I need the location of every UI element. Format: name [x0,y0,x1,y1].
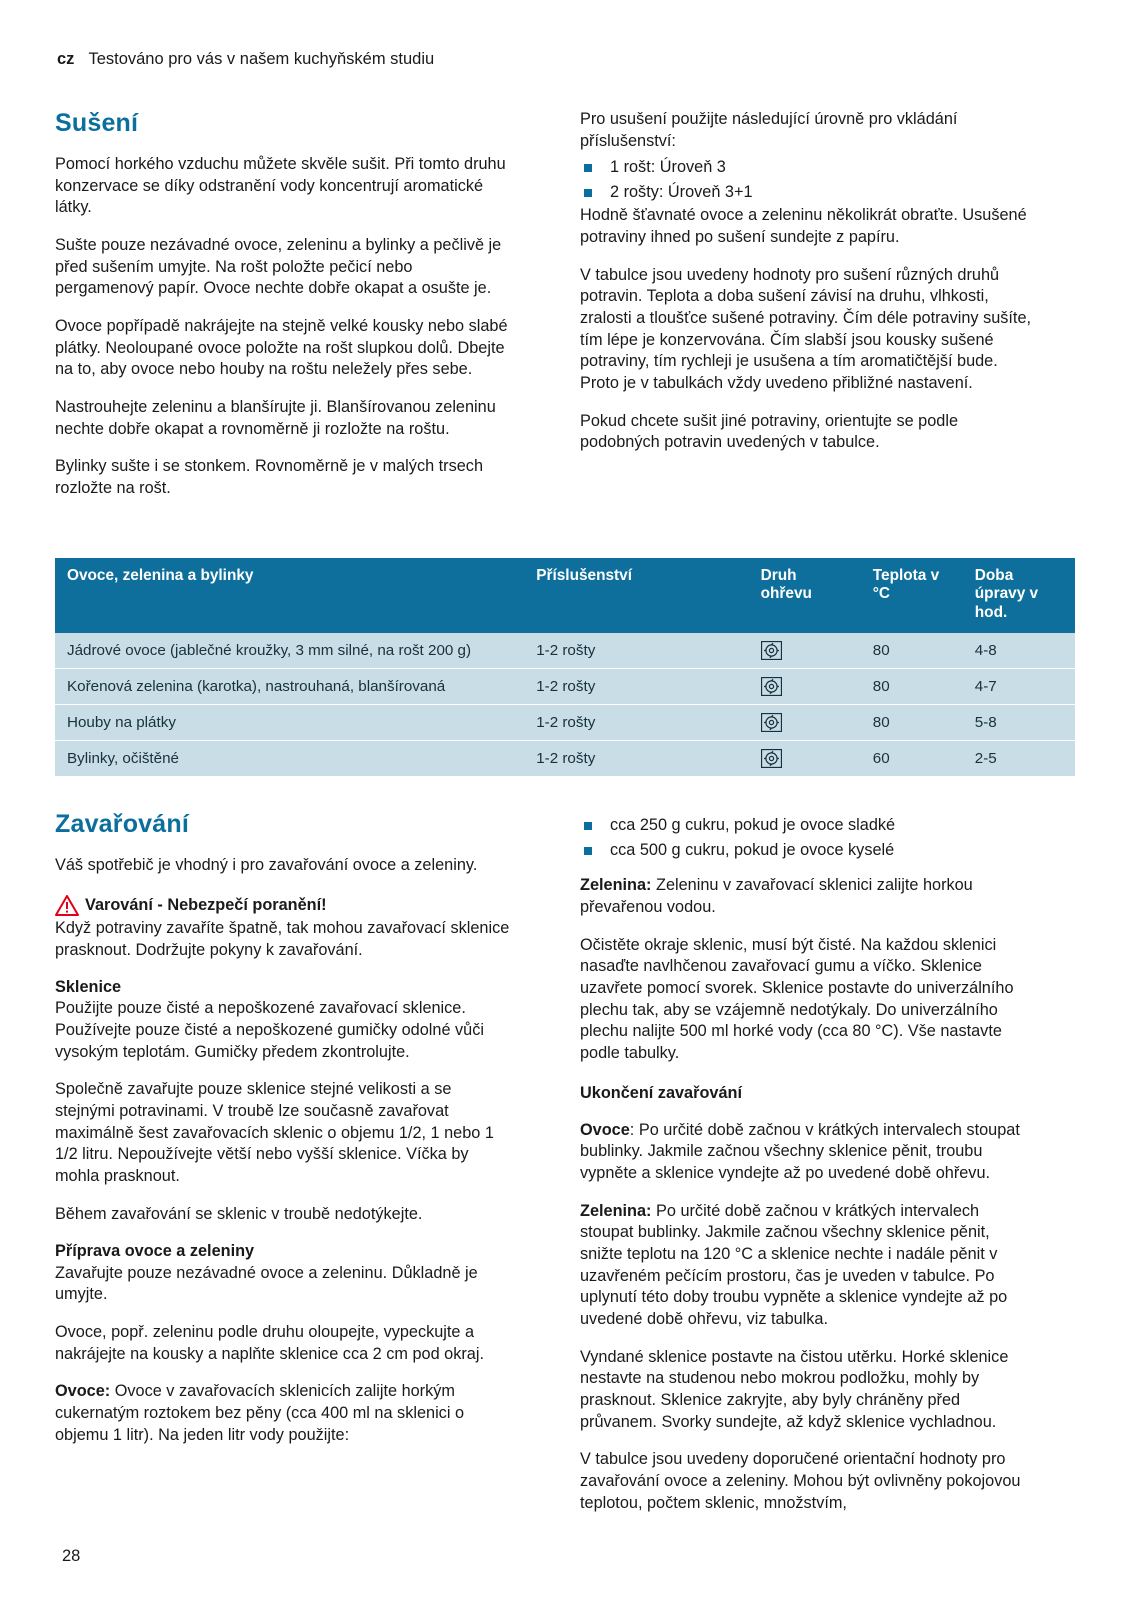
preparation-paragraph-2: Ovoce, popř. zeleninu podle druhu oloupejte, vypeckujte a nakrájejte na kousky a naplňte sklenice cca 2 cm pod okraj. [55,1322,484,1363]
preparation-paragraph-1: Zavařujte pouze nezávadné ovoce a zeleninu. Důkladně je umyjte. [55,1263,478,1304]
warning-label: Varování - Nebezpečí poranění! [85,895,327,914]
cell-temperature: 80 [861,705,963,741]
list-item-label: cca 250 g cukru, pokud je ovoce sladké [610,816,896,835]
list-item [580,181,1035,203]
vegetable-body-text: Zeleninu v zavařovací sklenici zalijte horkou převařenou vodou. [580,876,973,916]
list-item-label: cca 500 g cukru, pokud je ovoce kyselé [610,840,895,859]
finish-vegetable-lead-label: Zelenina: [580,1201,652,1220]
list-item [580,814,1035,836]
table-row [55,705,1075,741]
drying-left-column [55,109,510,516]
table-row [55,633,1075,669]
after-paragraph-1: Vyndané sklenice postavte na čistou utěrku. Horké sklenice nestavte na studenou nebo mokrou podložku, mohly by prasknout. Sklenice zakryjte, aby byly chráněny před průvanem. Svorky sundejte, až když sklenice vychladnou. [580,1347,1009,1431]
list-item [580,839,1035,861]
hot-air-gentle-icon [761,749,782,768]
list-item-label: 2 rošty: Úroveň 3+1 [610,182,753,201]
cell-temperature: 80 [861,669,963,705]
table-body [55,633,1075,776]
cell-accessory: 1-2 rošty [524,633,748,669]
preserving-right-column [580,810,1035,1530]
warning-triangle-icon [55,895,79,916]
section-title-drying: Sušení [55,109,139,137]
hot-air-gentle-icon [761,641,782,660]
vegetable-paragraph [580,875,1035,918]
table-header-heating-type: Druh ohřevu [749,558,861,633]
vegetable-lead-label: Zelenina: [580,876,652,895]
page-header [55,50,1075,69]
cell-food: Bylinky, očištěné [55,741,524,777]
hot-air-gentle-icon [761,713,782,732]
cell-heating-type [749,669,861,705]
preserving-left-column [55,810,510,1462]
finish-fruit-paragraph [580,1120,1035,1185]
finish-vegetable-body-text: Po určité době začnou v krátkých intervalech stoupat bublinky. Jakmile začnou všechny sklenice pěnit, snižte teplotu na 120 °C a sklenice nechte i nadále pěnit v uzavřeném pečícím prostoru, čas je uveden v tabulce. Po uplynutí této doby troubu vypněte a sklenice vyndejte až po uvedené době ohřevu, viz tabulka. [580,1201,1008,1329]
fruit-paragraph [55,1381,510,1446]
list-item [580,156,1035,178]
cell-accessory: 1-2 rošty [524,669,748,705]
drying-section [55,109,1075,516]
page-number: 28 [62,1547,81,1565]
cell-duration: 2-5 [963,741,1075,777]
drying-paragraph-1: Pomocí horkého vzduchu můžete skvěle sušit. Při tomto druhu konzervace se díky odstranění vody koncentrují aromatické látky. [55,155,506,217]
warning-text: Když potraviny zavaříte špatně, tak mohou zavařovací sklenice prasknout. Dodržujte pokyny k zavařování. [55,918,510,959]
preparation-heading: Příprava ovoce a zeleniny [55,1242,255,1261]
header-subtitle: Testováno pro vás v našem kuchyňském studiu [88,50,435,68]
finish-fruit-lead-label: Ovoce [580,1120,630,1139]
drying-right-paragraph-2: V tabulce jsou uvedeny hodnoty pro sušení různých druhů potravin. Teplota a doba sušení závisí na druhu, vlhkosti, zralosti a tloušťce sušené potraviny. Čím déle potraviny sušíte, tím lépe je konzervována. Čím slabší jsou kousky sušené potraviny, tím rychleji je usušena a tím aromatičtější bude. Proto je v tabulkách vždy uvedeno přibližné nastavení. [580,265,1032,393]
cell-duration: 5-8 [963,705,1075,741]
table-header-duration: Doba úpravy v hod. [963,558,1075,633]
drying-right-column [580,109,1035,470]
cell-duration: 4-8 [963,633,1075,669]
cell-accessory: 1-2 rošty [524,741,748,777]
jars-heading: Sklenice [55,978,122,997]
cell-heating-type [749,705,861,741]
drying-levels-list [580,156,1035,203]
drying-right-paragraph-1: Hodně šťavnaté ovoce a zeleninu několikrát obraťte. Usušené potraviny ihned po sušení sundejte z papíru. [580,206,1027,246]
drying-table [55,558,1075,776]
jar-edges-paragraph: Očistěte okraje sklenic, musí být čisté. Na každou sklenici nasaďte navlhčenou zavařovací gumu a víčko. Sklenice uzavřete pomocí svorek. Sklenice postavte do univerzálního plechu tak, aby se vzájemně nedotýkaly. Do univerzálního plechu nalijte 500 ml horké vody (cca 80 °C). Vše nastavte podle tabulky. [580,935,1014,1062]
cell-temperature: 80 [861,633,963,669]
warning-heading [55,895,510,916]
table-row [55,669,1075,705]
table-header-temperature: Teplota v °C [861,558,963,633]
cell-duration: 4-7 [963,669,1075,705]
jars-paragraph-2: Společně zavařujte pouze sklenice stejné velikosti a se stejnými potravinami. V troubě lze současně zavařovat maximálně šest zavařovacích sklenic o objemu 1/2, 1 nebo 1 1/2 litru. Nepoužívejte větší nebo vyšší sklenice. Víčka by mohla prasknout. [55,1080,494,1186]
jars-paragraph-1: Použijte pouze čisté a nepoškozené zavařovací sklenice. Používejte pouze čisté a nepoškozené gumičky odolné vůči vysokým teplotám. Gumičky předem zkontrolujte. [55,999,484,1061]
cell-temperature: 60 [861,741,963,777]
drying-paragraph-3: Ovoce popřípadě nakrájejte na stejně velké kousky nebo slabé plátky. Neoloupané ovoce položte na rošt slupkou dolů. Dbejte na to, aby ovoce nebo houby na roštu neležely přes sebe. [55,317,508,379]
cell-accessory: 1-2 rošty [524,705,748,741]
table-header-food: Ovoce, zelenina a bylinky [55,558,524,633]
cell-food: Houby na plátky [55,705,524,741]
language-code: cz [57,50,75,68]
finish-heading: Ukončení zavařování [580,1083,742,1102]
drying-paragraph-4: Nastrouhejte zeleninu a blanšírujte ji. Blanšírovanou zeleninu nechte dobře okapat a rovnoměrně ji rozložte na roštu. [55,398,496,438]
preserving-intro: Váš spotřebič je vhodný i pro zavařování ovoce a zeleniny. [55,856,478,875]
finish-vegetable-paragraph [580,1201,1035,1331]
jars-paragraph-3: Během zavařování se sklenic v troubě nedotýkejte. [55,1204,423,1223]
finish-fruit-body-text: : Po určité době začnou v krátkých intervalech stoupat bublinky. Jakmile začnou všechny sklenice pěnit, troubu vypněte a sklenice vyndejte až po uvedené době ohřevu. [580,1120,1020,1183]
section-title-preserving: Zavařování [55,810,190,839]
drying-paragraph-5: Bylinky sušte i se stonkem. Rovnoměrně je v malých trsech rozložte na rošt. [55,457,483,498]
preserving-section [55,810,1075,1530]
fruit-lead-label: Ovoce: [55,1382,111,1401]
table-row [55,741,1075,777]
fruit-body-text: Ovoce v zavařovacích sklenicích zalijte horkým cukernatým roztokem bez pěny (cca 400 ml na sklenici o objemu 1 litr). Na jeden litr vody použijte: [55,1382,465,1444]
table-head [55,558,1075,633]
drying-levels-intro: Pro usušení použijte následující úrovně pro vkládání příslušenství: [580,110,958,150]
cell-heating-type [749,633,861,669]
after-paragraph-2: V tabulce jsou uvedeny doporučené orientační hodnoty pro zavařování ovoce a zeleniny. Mohou být ovlivněny pokojovou teplotou, počtem sklenic, množstvím, [580,1450,1021,1512]
sugar-amount-list [580,814,1035,861]
cell-heating-type [749,741,861,777]
table-header-row [55,558,1075,633]
table-header-accessory: Příslušenství [524,558,748,633]
hot-air-gentle-icon [761,677,782,696]
cell-food: Jádrové ovoce (jablečné kroužky, 3 mm silné, na rošt 200 g) [55,633,524,669]
drying-table-wrapper [55,558,1075,776]
drying-paragraph-2: Sušte pouze nezávadné ovoce, zeleninu a bylinky a pečlivě je před sušením umyjte. Na rošt položte pečicí nebo pergamenový papír. Ovoce nechte dobře okapat a osušte je. [55,236,502,298]
list-item-label: 1 rošt: Úroveň 3 [610,158,726,177]
drying-right-paragraph-3: Pokud chcete sušit jiné potraviny, orientujte se podle podobných potravin uvedených v tabulce. [580,411,959,452]
cell-food: Kořenová zelenina (karotka), nastrouhaná, blanšírovaná [55,669,524,705]
